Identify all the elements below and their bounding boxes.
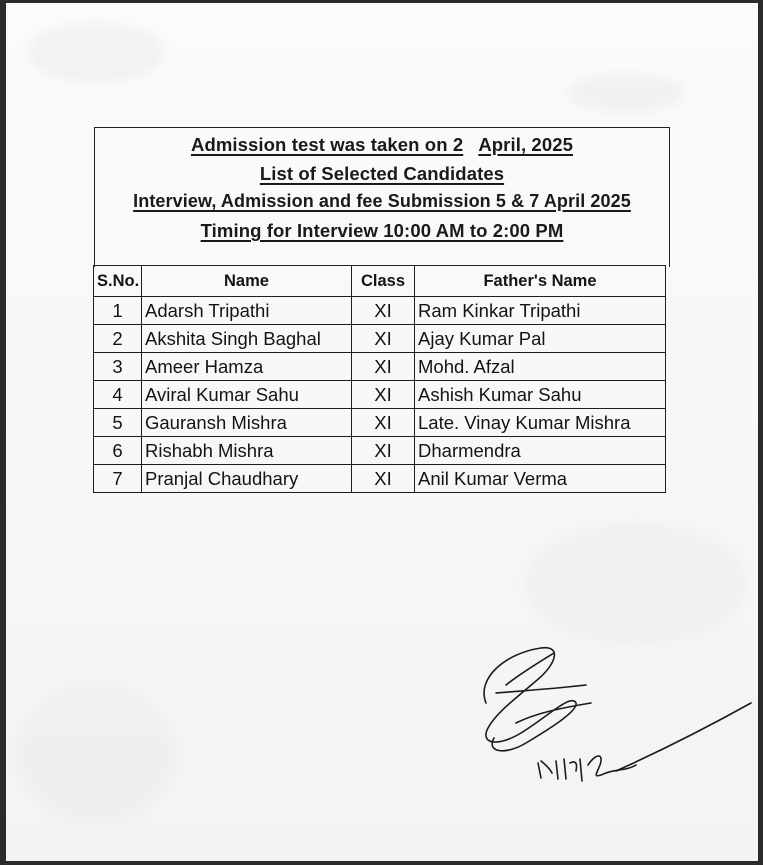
cell-name: Akshita Singh Baghal [142,325,352,353]
cell-fathers-name: Dharmendra [415,437,666,465]
admission-test-date-line [95,134,669,156]
table-row [94,409,666,437]
scan-smudge [526,523,746,643]
cell-class: XI [352,409,415,437]
admission-test-date: April, 2025 [478,134,573,155]
cell-fathers-name: Ram Kinkar Tripathi [415,297,666,325]
scan-smudge [16,683,176,823]
cell-sno: 3 [94,353,142,381]
column-header-name: Name [142,266,352,297]
cell-sno: 4 [94,381,142,409]
cell-class: XI [352,465,415,493]
scan-smudge [566,73,686,113]
cell-sno: 1 [94,297,142,325]
cell-sno: 2 [94,325,142,353]
cell-fathers-name: Mohd. Afzal [415,353,666,381]
cell-class: XI [352,353,415,381]
cell-sno: 6 [94,437,142,465]
table-row [94,465,666,493]
table-row [94,437,666,465]
table-row [94,381,666,409]
interview-timing-text: Timing for Interview 10:00 AM to 2:00 PM [200,220,564,241]
table-row [94,297,666,325]
cell-fathers-name: Ajay Kumar Pal [415,325,666,353]
cell-name: Adarsh Tripathi [142,297,352,325]
cell-sno: 7 [94,465,142,493]
table-row [94,325,666,353]
selected-candidates-table [93,265,666,493]
list-title-text: List of Selected Candidates [259,163,505,184]
cell-name: Gauransh Mishra [142,409,352,437]
cell-fathers-name: Anil Kumar Verma [415,465,666,493]
interview-timing-line [95,220,669,242]
column-header-class: Class [352,266,415,297]
cell-class: XI [352,297,415,325]
notice-header [94,127,670,267]
table-header-row [94,266,666,297]
cell-class: XI [352,381,415,409]
interview-schedule-line [95,191,669,212]
column-header-sno: S.No. [94,266,142,297]
scanned-document-page [6,3,758,861]
cell-fathers-name: Ashish Kumar Sahu [415,381,666,409]
interview-schedule-text: Interview, Admission and fee Submission 5 & 7 April 2025 [133,191,631,211]
list-title [95,163,669,185]
cell-fathers-name: Late. Vinay Kumar Mishra [415,409,666,437]
cell-name: Ameer Hamza [142,353,352,381]
cell-name: Aviral Kumar Sahu [142,381,352,409]
handwritten-signature [466,633,756,793]
admission-test-text: Admission test was taken on 2 [190,134,464,155]
cell-class: XI [352,437,415,465]
cell-name: Pranjal Chaudhary [142,465,352,493]
scan-smudge [26,23,166,83]
cell-class: XI [352,325,415,353]
column-header-fathers-name: Father's Name [415,266,666,297]
cell-sno: 5 [94,409,142,437]
table-row [94,353,666,381]
cell-name: Rishabh Mishra [142,437,352,465]
